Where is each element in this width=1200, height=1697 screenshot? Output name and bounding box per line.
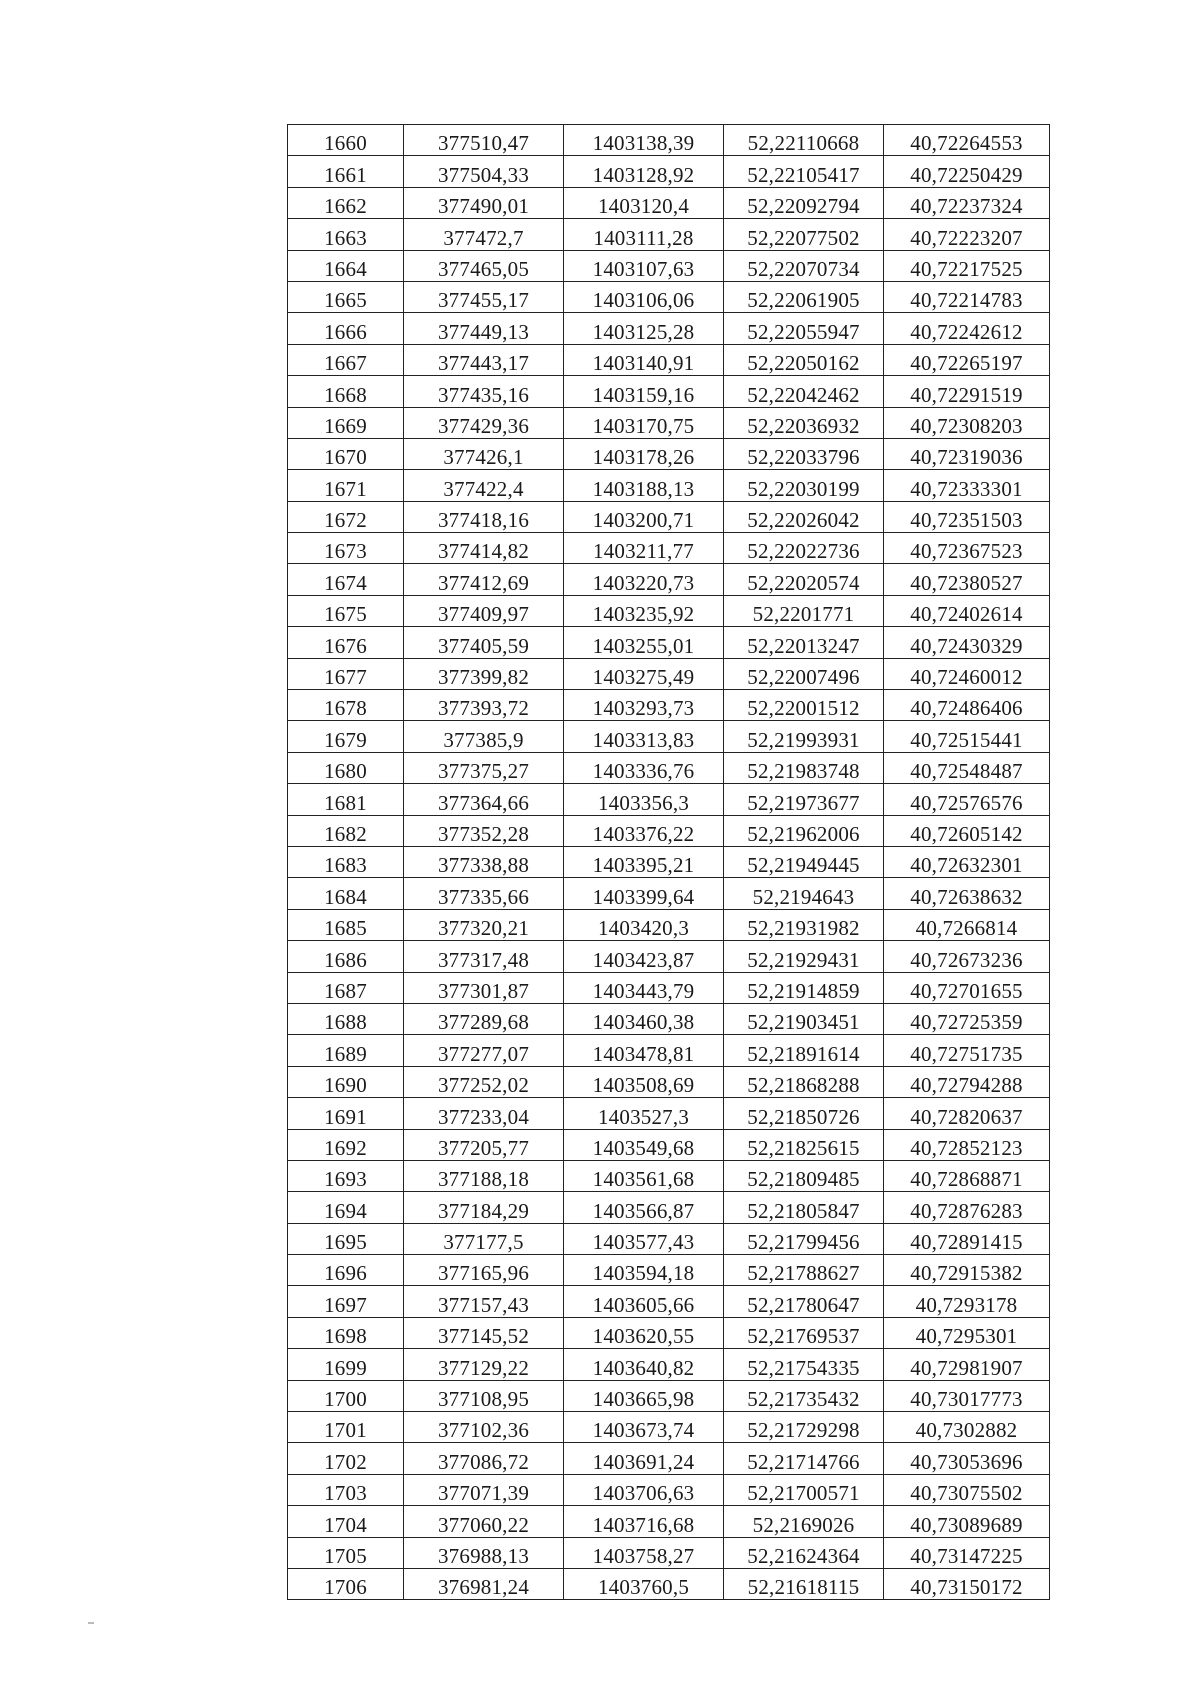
table-row xyxy=(288,1160,1050,1191)
point-number-cell: 1706 xyxy=(288,1568,404,1599)
table-row xyxy=(288,784,1050,815)
latitude-cell: 52,22042462 xyxy=(724,376,884,407)
y-coordinate-cell: 1403673,74 xyxy=(564,1412,724,1443)
y-coordinate-cell: 1403120,4 xyxy=(564,187,724,218)
table-row xyxy=(288,846,1050,877)
x-coordinate-cell: 377165,96 xyxy=(404,1255,564,1286)
y-coordinate-cell: 1403691,24 xyxy=(564,1443,724,1474)
table-row xyxy=(288,438,1050,469)
table-row xyxy=(288,690,1050,721)
latitude-cell: 52,21962006 xyxy=(724,815,884,846)
point-number-cell: 1662 xyxy=(288,187,404,218)
point-number-cell: 1674 xyxy=(288,564,404,595)
y-coordinate-cell: 1403107,63 xyxy=(564,250,724,281)
latitude-cell: 52,2201771 xyxy=(724,595,884,626)
x-coordinate-cell: 377393,72 xyxy=(404,690,564,721)
table-row xyxy=(288,1537,1050,1568)
point-number-cell: 1702 xyxy=(288,1443,404,1474)
latitude-cell: 52,21700571 xyxy=(724,1474,884,1505)
table-row xyxy=(288,1035,1050,1066)
x-coordinate-cell: 377455,17 xyxy=(404,281,564,312)
longitude-cell: 40,73053696 xyxy=(884,1443,1050,1474)
point-number-cell: 1698 xyxy=(288,1317,404,1348)
longitude-cell: 40,72725359 xyxy=(884,1003,1050,1034)
point-number-cell: 1694 xyxy=(288,1192,404,1223)
table-row xyxy=(288,972,1050,1003)
x-coordinate-cell: 377449,13 xyxy=(404,313,564,344)
latitude-cell: 52,21780647 xyxy=(724,1286,884,1317)
longitude-cell: 40,72794288 xyxy=(884,1066,1050,1097)
x-coordinate-cell: 377399,82 xyxy=(404,658,564,689)
y-coordinate-cell: 1403138,39 xyxy=(564,125,724,156)
longitude-cell: 40,72632301 xyxy=(884,846,1050,877)
point-number-cell: 1683 xyxy=(288,846,404,877)
table-row xyxy=(288,1223,1050,1254)
x-coordinate-cell: 377301,87 xyxy=(404,972,564,1003)
table-row xyxy=(288,627,1050,658)
y-coordinate-cell: 1403640,82 xyxy=(564,1349,724,1380)
latitude-cell: 52,22033796 xyxy=(724,438,884,469)
x-coordinate-cell: 377364,66 xyxy=(404,784,564,815)
longitude-cell: 40,72291519 xyxy=(884,376,1050,407)
latitude-cell: 52,22050162 xyxy=(724,344,884,375)
latitude-cell: 52,21850726 xyxy=(724,1098,884,1129)
longitude-cell: 40,72891415 xyxy=(884,1223,1050,1254)
latitude-cell: 52,21624364 xyxy=(724,1537,884,1568)
table-row xyxy=(288,1286,1050,1317)
x-coordinate-cell: 377418,16 xyxy=(404,501,564,532)
x-coordinate-cell: 377490,01 xyxy=(404,187,564,218)
latitude-cell: 52,22001512 xyxy=(724,690,884,721)
x-coordinate-cell: 377317,48 xyxy=(404,941,564,972)
table-row xyxy=(288,219,1050,250)
table-row xyxy=(288,533,1050,564)
latitude-cell: 52,22110668 xyxy=(724,125,884,156)
latitude-cell: 52,21809485 xyxy=(724,1160,884,1191)
y-coordinate-cell: 1403293,73 xyxy=(564,690,724,721)
latitude-cell: 52,21993931 xyxy=(724,721,884,752)
latitude-cell: 52,22070734 xyxy=(724,250,884,281)
table-row xyxy=(288,1098,1050,1129)
y-coordinate-cell: 1403275,49 xyxy=(564,658,724,689)
point-number-cell: 1665 xyxy=(288,281,404,312)
longitude-cell: 40,72217525 xyxy=(884,250,1050,281)
y-coordinate-cell: 1403758,27 xyxy=(564,1537,724,1568)
point-number-cell: 1695 xyxy=(288,1223,404,1254)
y-coordinate-cell: 1403178,26 xyxy=(564,438,724,469)
longitude-cell: 40,72852123 xyxy=(884,1129,1050,1160)
longitude-cell: 40,72265197 xyxy=(884,344,1050,375)
longitude-cell: 40,72308203 xyxy=(884,407,1050,438)
longitude-cell: 40,73017773 xyxy=(884,1380,1050,1411)
longitude-cell: 40,72548487 xyxy=(884,752,1050,783)
x-coordinate-cell: 376988,13 xyxy=(404,1537,564,1568)
point-number-cell: 1661 xyxy=(288,156,404,187)
point-number-cell: 1682 xyxy=(288,815,404,846)
longitude-cell: 40,72214783 xyxy=(884,281,1050,312)
table-row xyxy=(288,250,1050,281)
coordinates-table xyxy=(287,124,1050,1600)
x-coordinate-cell: 377510,47 xyxy=(404,125,564,156)
latitude-cell: 52,21868288 xyxy=(724,1066,884,1097)
y-coordinate-cell: 1403376,22 xyxy=(564,815,724,846)
point-number-cell: 1700 xyxy=(288,1380,404,1411)
latitude-cell: 52,22077502 xyxy=(724,219,884,250)
latitude-cell: 52,21618115 xyxy=(724,1568,884,1599)
y-coordinate-cell: 1403423,87 xyxy=(564,941,724,972)
latitude-cell: 52,21805847 xyxy=(724,1192,884,1223)
y-coordinate-cell: 1403420,3 xyxy=(564,909,724,940)
longitude-cell: 40,72264553 xyxy=(884,125,1050,156)
table-row xyxy=(288,721,1050,752)
point-number-cell: 1704 xyxy=(288,1506,404,1537)
x-coordinate-cell: 377157,43 xyxy=(404,1286,564,1317)
x-coordinate-cell: 377188,18 xyxy=(404,1160,564,1191)
y-coordinate-cell: 1403478,81 xyxy=(564,1035,724,1066)
longitude-cell: 40,72460012 xyxy=(884,658,1050,689)
point-number-cell: 1691 xyxy=(288,1098,404,1129)
y-coordinate-cell: 1403549,68 xyxy=(564,1129,724,1160)
point-number-cell: 1675 xyxy=(288,595,404,626)
point-number-cell: 1660 xyxy=(288,125,404,156)
latitude-cell: 52,22105417 xyxy=(724,156,884,187)
y-coordinate-cell: 1403605,66 xyxy=(564,1286,724,1317)
x-coordinate-cell: 377465,05 xyxy=(404,250,564,281)
table-row xyxy=(288,344,1050,375)
x-coordinate-cell: 376981,24 xyxy=(404,1568,564,1599)
x-coordinate-cell: 377071,39 xyxy=(404,1474,564,1505)
latitude-cell: 52,22026042 xyxy=(724,501,884,532)
table-row xyxy=(288,1474,1050,1505)
point-number-cell: 1692 xyxy=(288,1129,404,1160)
table-row xyxy=(288,470,1050,501)
y-coordinate-cell: 1403508,69 xyxy=(564,1066,724,1097)
longitude-cell: 40,72876283 xyxy=(884,1192,1050,1223)
x-coordinate-cell: 377205,77 xyxy=(404,1129,564,1160)
point-number-cell: 1668 xyxy=(288,376,404,407)
point-number-cell: 1680 xyxy=(288,752,404,783)
point-number-cell: 1705 xyxy=(288,1537,404,1568)
table-row xyxy=(288,376,1050,407)
x-coordinate-cell: 377414,82 xyxy=(404,533,564,564)
y-coordinate-cell: 1403620,55 xyxy=(564,1317,724,1348)
longitude-cell: 40,7295301 xyxy=(884,1317,1050,1348)
x-coordinate-cell: 377426,1 xyxy=(404,438,564,469)
x-coordinate-cell: 377102,36 xyxy=(404,1412,564,1443)
latitude-cell: 52,22092794 xyxy=(724,187,884,218)
y-coordinate-cell: 1403128,92 xyxy=(564,156,724,187)
x-coordinate-cell: 377233,04 xyxy=(404,1098,564,1129)
point-number-cell: 1673 xyxy=(288,533,404,564)
point-number-cell: 1690 xyxy=(288,1066,404,1097)
latitude-cell: 52,21891614 xyxy=(724,1035,884,1066)
table-row xyxy=(288,187,1050,218)
longitude-cell: 40,72402614 xyxy=(884,595,1050,626)
table-row xyxy=(288,815,1050,846)
latitude-cell: 52,21799456 xyxy=(724,1223,884,1254)
table-row xyxy=(288,1380,1050,1411)
longitude-cell: 40,72820637 xyxy=(884,1098,1050,1129)
x-coordinate-cell: 377405,59 xyxy=(404,627,564,658)
longitude-cell: 40,72380527 xyxy=(884,564,1050,595)
latitude-cell: 52,22055947 xyxy=(724,313,884,344)
scan-speck xyxy=(88,1622,94,1624)
longitude-cell: 40,73075502 xyxy=(884,1474,1050,1505)
x-coordinate-cell: 377409,97 xyxy=(404,595,564,626)
table-row xyxy=(288,281,1050,312)
point-number-cell: 1670 xyxy=(288,438,404,469)
table-row xyxy=(288,595,1050,626)
latitude-cell: 52,22030199 xyxy=(724,470,884,501)
latitude-cell: 52,21788627 xyxy=(724,1255,884,1286)
x-coordinate-cell: 377086,72 xyxy=(404,1443,564,1474)
y-coordinate-cell: 1403211,77 xyxy=(564,533,724,564)
y-coordinate-cell: 1403200,71 xyxy=(564,501,724,532)
y-coordinate-cell: 1403125,28 xyxy=(564,313,724,344)
x-coordinate-cell: 377252,02 xyxy=(404,1066,564,1097)
point-number-cell: 1677 xyxy=(288,658,404,689)
point-number-cell: 1701 xyxy=(288,1412,404,1443)
y-coordinate-cell: 1403220,73 xyxy=(564,564,724,595)
y-coordinate-cell: 1403356,3 xyxy=(564,784,724,815)
x-coordinate-cell: 377375,27 xyxy=(404,752,564,783)
table-row xyxy=(288,125,1050,156)
latitude-cell: 52,22022736 xyxy=(724,533,884,564)
x-coordinate-cell: 377352,28 xyxy=(404,815,564,846)
y-coordinate-cell: 1403188,13 xyxy=(564,470,724,501)
table-row xyxy=(288,1506,1050,1537)
x-coordinate-cell: 377184,29 xyxy=(404,1192,564,1223)
x-coordinate-cell: 377277,07 xyxy=(404,1035,564,1066)
longitude-cell: 40,72605142 xyxy=(884,815,1050,846)
table-row xyxy=(288,1568,1050,1599)
latitude-cell: 52,21949445 xyxy=(724,846,884,877)
x-coordinate-cell: 377422,4 xyxy=(404,470,564,501)
table-row xyxy=(288,156,1050,187)
longitude-cell: 40,7266814 xyxy=(884,909,1050,940)
longitude-cell: 40,72915382 xyxy=(884,1255,1050,1286)
longitude-cell: 40,72367523 xyxy=(884,533,1050,564)
latitude-cell: 52,21973677 xyxy=(724,784,884,815)
x-coordinate-cell: 377177,5 xyxy=(404,1223,564,1254)
point-number-cell: 1703 xyxy=(288,1474,404,1505)
table-row xyxy=(288,1066,1050,1097)
table-row xyxy=(288,1317,1050,1348)
point-number-cell: 1699 xyxy=(288,1349,404,1380)
y-coordinate-cell: 1403399,64 xyxy=(564,878,724,909)
latitude-cell: 52,21735432 xyxy=(724,1380,884,1411)
y-coordinate-cell: 1403313,83 xyxy=(564,721,724,752)
y-coordinate-cell: 1403527,3 xyxy=(564,1098,724,1129)
point-number-cell: 1689 xyxy=(288,1035,404,1066)
longitude-cell: 40,72250429 xyxy=(884,156,1050,187)
longitude-cell: 40,73089689 xyxy=(884,1506,1050,1537)
y-coordinate-cell: 1403561,68 xyxy=(564,1160,724,1191)
y-coordinate-cell: 1403111,28 xyxy=(564,219,724,250)
longitude-cell: 40,7302882 xyxy=(884,1412,1050,1443)
table-row xyxy=(288,658,1050,689)
x-coordinate-cell: 377060,22 xyxy=(404,1506,564,1537)
longitude-cell: 40,72868871 xyxy=(884,1160,1050,1191)
latitude-cell: 52,21754335 xyxy=(724,1349,884,1380)
y-coordinate-cell: 1403170,75 xyxy=(564,407,724,438)
y-coordinate-cell: 1403760,5 xyxy=(564,1568,724,1599)
latitude-cell: 52,2169026 xyxy=(724,1506,884,1537)
point-number-cell: 1669 xyxy=(288,407,404,438)
point-number-cell: 1688 xyxy=(288,1003,404,1034)
point-number-cell: 1664 xyxy=(288,250,404,281)
table-row xyxy=(288,1003,1050,1034)
longitude-cell: 40,72673236 xyxy=(884,941,1050,972)
x-coordinate-cell: 377129,22 xyxy=(404,1349,564,1380)
latitude-cell: 52,21769537 xyxy=(724,1317,884,1348)
table-row xyxy=(288,1129,1050,1160)
longitude-cell: 40,72751735 xyxy=(884,1035,1050,1066)
x-coordinate-cell: 377412,69 xyxy=(404,564,564,595)
x-coordinate-cell: 377385,9 xyxy=(404,721,564,752)
y-coordinate-cell: 1403443,79 xyxy=(564,972,724,1003)
point-number-cell: 1666 xyxy=(288,313,404,344)
point-number-cell: 1676 xyxy=(288,627,404,658)
longitude-cell: 40,73147225 xyxy=(884,1537,1050,1568)
latitude-cell: 52,22020574 xyxy=(724,564,884,595)
point-number-cell: 1685 xyxy=(288,909,404,940)
longitude-cell: 40,72237324 xyxy=(884,187,1050,218)
y-coordinate-cell: 1403594,18 xyxy=(564,1255,724,1286)
latitude-cell: 52,21914859 xyxy=(724,972,884,1003)
latitude-cell: 52,21903451 xyxy=(724,1003,884,1034)
latitude-cell: 52,21931982 xyxy=(724,909,884,940)
x-coordinate-cell: 377472,7 xyxy=(404,219,564,250)
point-number-cell: 1667 xyxy=(288,344,404,375)
longitude-cell: 40,72351503 xyxy=(884,501,1050,532)
latitude-cell: 52,21983748 xyxy=(724,752,884,783)
latitude-cell: 52,21714766 xyxy=(724,1443,884,1474)
point-number-cell: 1687 xyxy=(288,972,404,1003)
x-coordinate-cell: 377108,95 xyxy=(404,1380,564,1411)
table-row xyxy=(288,752,1050,783)
x-coordinate-cell: 377338,88 xyxy=(404,846,564,877)
y-coordinate-cell: 1403140,91 xyxy=(564,344,724,375)
table-row xyxy=(288,1255,1050,1286)
y-coordinate-cell: 1403577,43 xyxy=(564,1223,724,1254)
longitude-cell: 40,72242612 xyxy=(884,313,1050,344)
longitude-cell: 40,72319036 xyxy=(884,438,1050,469)
table-row xyxy=(288,1192,1050,1223)
longitude-cell: 40,72486406 xyxy=(884,690,1050,721)
latitude-cell: 52,21729298 xyxy=(724,1412,884,1443)
longitude-cell: 40,72430329 xyxy=(884,627,1050,658)
longitude-cell: 40,72981907 xyxy=(884,1349,1050,1380)
x-coordinate-cell: 377443,17 xyxy=(404,344,564,375)
point-number-cell: 1681 xyxy=(288,784,404,815)
point-number-cell: 1686 xyxy=(288,941,404,972)
x-coordinate-cell: 377504,33 xyxy=(404,156,564,187)
longitude-cell: 40,73150172 xyxy=(884,1568,1050,1599)
y-coordinate-cell: 1403235,92 xyxy=(564,595,724,626)
x-coordinate-cell: 377429,36 xyxy=(404,407,564,438)
y-coordinate-cell: 1403706,63 xyxy=(564,1474,724,1505)
longitude-cell: 40,72223207 xyxy=(884,219,1050,250)
latitude-cell: 52,22036932 xyxy=(724,407,884,438)
table-row xyxy=(288,878,1050,909)
y-coordinate-cell: 1403665,98 xyxy=(564,1380,724,1411)
x-coordinate-cell: 377289,68 xyxy=(404,1003,564,1034)
longitude-cell: 40,72515441 xyxy=(884,721,1050,752)
point-number-cell: 1663 xyxy=(288,219,404,250)
y-coordinate-cell: 1403460,38 xyxy=(564,1003,724,1034)
y-coordinate-cell: 1403336,76 xyxy=(564,752,724,783)
x-coordinate-cell: 377435,16 xyxy=(404,376,564,407)
y-coordinate-cell: 1403255,01 xyxy=(564,627,724,658)
table-row xyxy=(288,1412,1050,1443)
latitude-cell: 52,21825615 xyxy=(724,1129,884,1160)
point-number-cell: 1693 xyxy=(288,1160,404,1191)
latitude-cell: 52,21929431 xyxy=(724,941,884,972)
latitude-cell: 52,22061905 xyxy=(724,281,884,312)
point-number-cell: 1697 xyxy=(288,1286,404,1317)
y-coordinate-cell: 1403566,87 xyxy=(564,1192,724,1223)
table-row xyxy=(288,1443,1050,1474)
point-number-cell: 1679 xyxy=(288,721,404,752)
table-row xyxy=(288,407,1050,438)
y-coordinate-cell: 1403716,68 xyxy=(564,1506,724,1537)
y-coordinate-cell: 1403106,06 xyxy=(564,281,724,312)
x-coordinate-cell: 377145,52 xyxy=(404,1317,564,1348)
y-coordinate-cell: 1403395,21 xyxy=(564,846,724,877)
table-row xyxy=(288,313,1050,344)
x-coordinate-cell: 377335,66 xyxy=(404,878,564,909)
table-row xyxy=(288,564,1050,595)
point-number-cell: 1678 xyxy=(288,690,404,721)
table-row xyxy=(288,1349,1050,1380)
table-row xyxy=(288,501,1050,532)
x-coordinate-cell: 377320,21 xyxy=(404,909,564,940)
table-row xyxy=(288,941,1050,972)
point-number-cell: 1672 xyxy=(288,501,404,532)
latitude-cell: 52,22007496 xyxy=(724,658,884,689)
longitude-cell: 40,72701655 xyxy=(884,972,1050,1003)
latitude-cell: 52,2194643 xyxy=(724,878,884,909)
longitude-cell: 40,72576576 xyxy=(884,784,1050,815)
longitude-cell: 40,7293178 xyxy=(884,1286,1050,1317)
point-number-cell: 1671 xyxy=(288,470,404,501)
table-row xyxy=(288,909,1050,940)
y-coordinate-cell: 1403159,16 xyxy=(564,376,724,407)
point-number-cell: 1696 xyxy=(288,1255,404,1286)
point-number-cell: 1684 xyxy=(288,878,404,909)
longitude-cell: 40,72638632 xyxy=(884,878,1050,909)
latitude-cell: 52,22013247 xyxy=(724,627,884,658)
coordinates-table-body xyxy=(288,125,1050,1600)
longitude-cell: 40,72333301 xyxy=(884,470,1050,501)
